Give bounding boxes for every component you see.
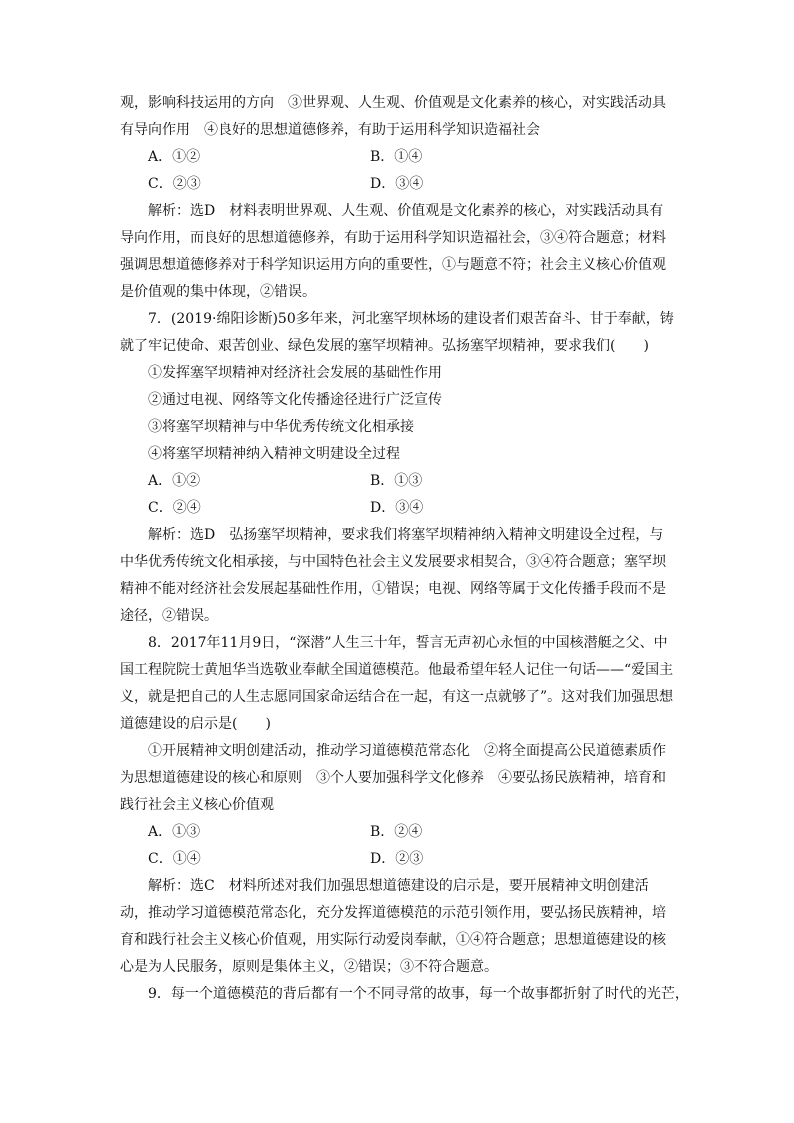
question-8-options-row-2 <box>120 846 676 873</box>
option-a: A．①② <box>148 149 201 165</box>
option-c: C．①④ <box>148 851 201 867</box>
question-7-statement-4: ④将塞罕坝精神纳入精神文明建设全过程 <box>148 446 400 462</box>
question-9-stem: 9．每一个道德模范的背后都有一个不同寻常的故事，每一个故事都折射了时代的光芒， <box>148 986 689 1002</box>
option-d: D．②③ <box>370 851 424 867</box>
question-8-options-row-1 <box>120 819 676 846</box>
option-b: B．①④ <box>370 149 423 165</box>
option-a: A．①② <box>148 473 201 489</box>
question-7-options-row-2 <box>120 495 676 522</box>
option-a: A．①③ <box>148 824 201 840</box>
question-7-statement-1: ①发挥塞罕坝精神对经济社会发展的基础性作用 <box>148 365 442 381</box>
prev-question-analysis: 解析：选D 材料表明世界观、人生观、价值观是文化素养的核心，对实践活动具有导向作用，而良好的思想道德修养，有助于运用科学知识造福社会，③④符合题意；材料强调思想道德修养对于科学知识运用方向的重要性，①与题意不符；社会主义核心价值观是价值观的集中体现，②错误。 <box>120 203 666 300</box>
question-8-statements: ①开展精神文明创建活动，推动学习道德模范常态化 ②将全面提高公民道德素质作为思想道德建设的核心和原则 ③个人要加强科学文化修养 ④要弘扬民族精神，培育和践行社会主义核心价值观 <box>120 743 666 813</box>
option-b: B．①③ <box>370 473 423 489</box>
question-7-statement-3: ③将塞罕坝精神与中华优秀传统文化相承接 <box>148 419 414 435</box>
page-content <box>120 90 689 1008</box>
prev-question-continuation: 观，影响科技运用的方向 ③世界观、人生观、价值观是文化素养的核心，对实践活动具有导向作用 ④良好的思想道德修养，有助于运用科学知识造福社会 <box>120 95 666 138</box>
question-7-statement-2: ②通过电视、网络等文化传播途径进行广泛宣传 <box>148 392 442 408</box>
option-c: C．②③ <box>148 176 201 192</box>
question-7-options-row-1 <box>120 468 676 495</box>
question-8-analysis: 解析：选C 材料所述对我们加强思想道德建设的启示是，要开展精神文明创建活动，推动学习道德模范常态化，充分发挥道德模范的示范引领作用，要弘扬民族精神，培育和践行社会主义核心价值观，用实际行动爱岗奉献，①④符合题意；思想道德建设的核心是为人民服务，原则是集体主义，②错误；③不符合题意。 <box>120 878 666 975</box>
question-7-analysis: 解析：选D 弘扬塞罕坝精神，要求我们将塞罕坝精神纳入精神文明建设全过程，与中华优秀传统文化相承接，与中国特色社会主义发展要求相契合，③④符合题意；塞罕坝精神不能对经济社会发展起基础性作用，①错误；电视、网络等属于文化传播手段而不是途径，②错误。 <box>120 527 666 624</box>
prev-question-options-row-2 <box>120 171 676 198</box>
option-b: B．②④ <box>370 824 423 840</box>
option-d: D．③④ <box>370 500 424 516</box>
option-c: C．②④ <box>148 500 201 516</box>
prev-question-options-row-1 <box>120 144 676 171</box>
question-8-stem: 8．2017年11月9日，“深潜”人生三十年，誓言无声初心永恒的中国核潜艇之父、中国工程院院士黄旭华当选敬业奉献全国道德模范。他最希望年轻人记住一句话——“爱国主义，就是把自己的人生志愿同国家命运结合在一起，有这一点就够了”。这对我们加强思想道德建设的启示是( ) <box>120 635 674 732</box>
option-d: D．③④ <box>370 176 424 192</box>
question-7-stem: 7．(2019·绵阳诊断)50多年来，河北塞罕坝林场的建设者们艰苦奋斗、甘于奉献，铸就了牢记使命、艰苦创业、绿色发展的塞罕坝精神。弘扬塞罕坝精神，要求我们( ) <box>120 311 674 354</box>
